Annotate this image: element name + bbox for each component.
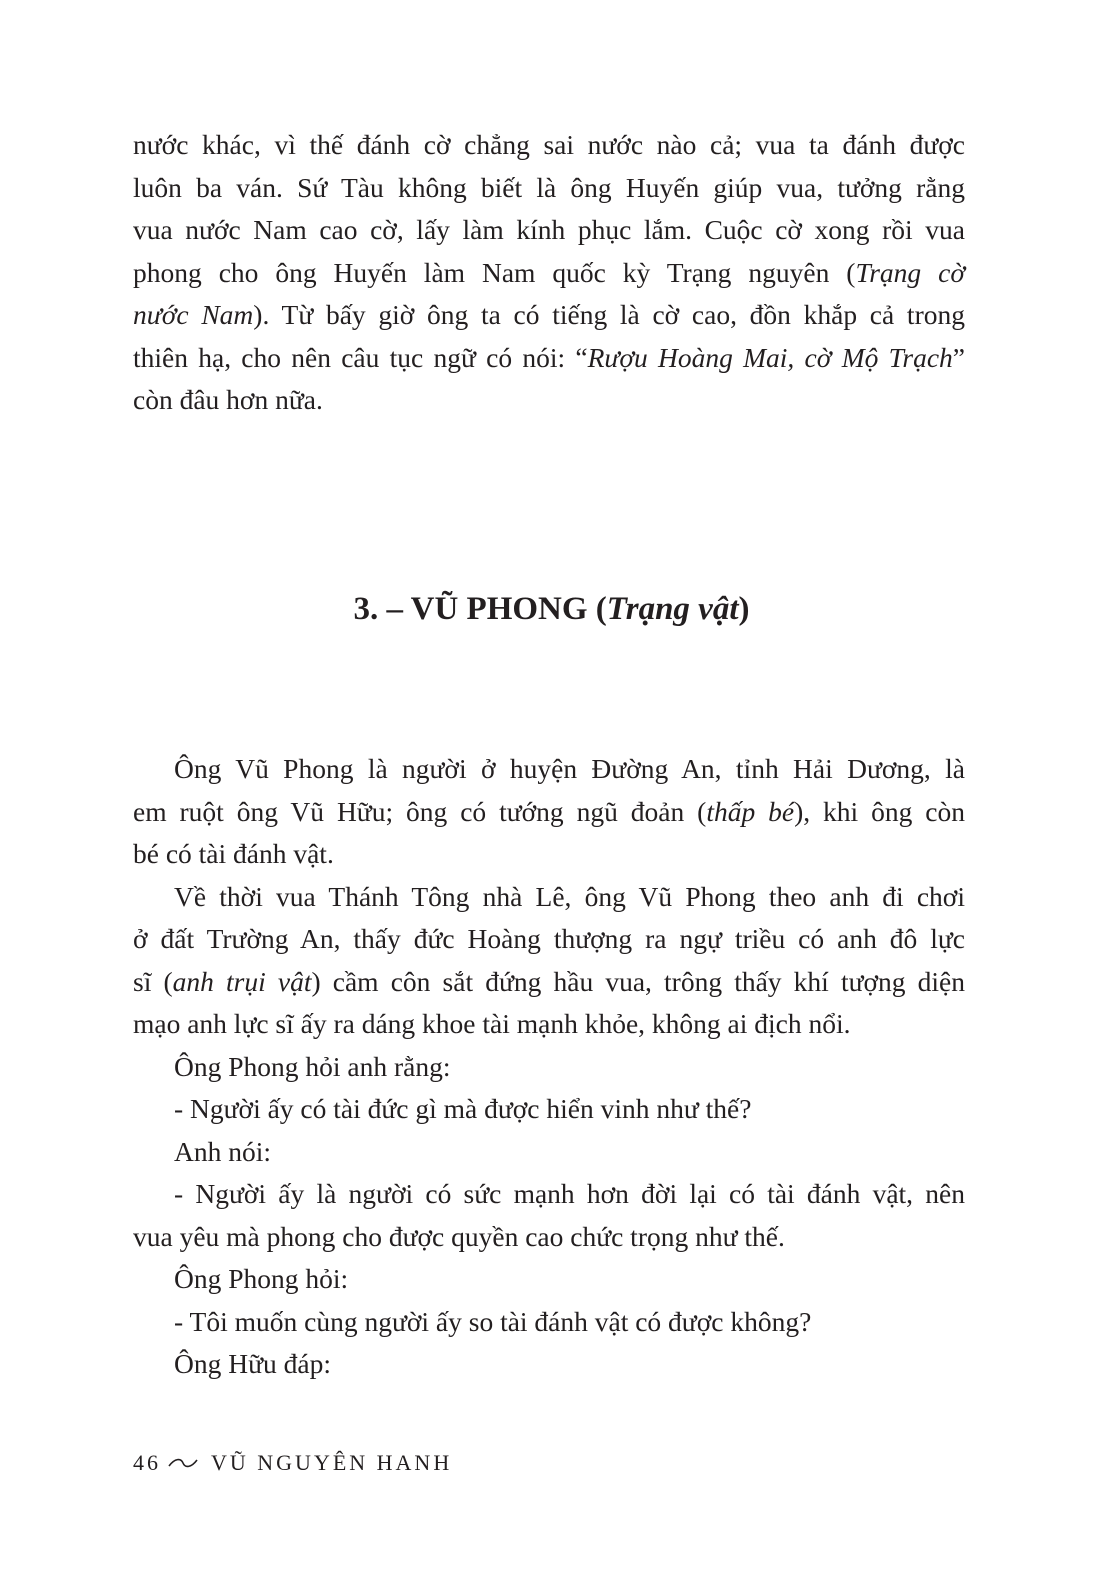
text-line: Ông Vũ Phong là người ở huyện Đường An, tỉnh Hải Dương, là bbox=[174, 753, 965, 784]
text-run: ). Từ bấy giờ ông ta có tiếng là cờ cao, đồn khắp cả trong bbox=[253, 299, 965, 330]
heading-text: 3. – VŨ PHONG ( bbox=[353, 591, 607, 627]
text-line bbox=[133, 961, 965, 1004]
text-run: ) cầm côn sắt đứng hầu vua, trông thấy khí tượng diện bbox=[311, 965, 966, 997]
text-line: nước khác, vì thế đánh cờ chẳng sai nước nào cả; vua ta đánh được bbox=[133, 129, 965, 160]
text-line: Về thời vua Thánh Tông nhà Lê, ông Vũ Phong theo anh đi chơi bbox=[174, 880, 965, 912]
text-line: Ông Phong hỏi anh rằng: bbox=[174, 1050, 451, 1082]
text-line: Ông Phong hỏi: bbox=[174, 1263, 349, 1294]
text-line: mạo anh lực sĩ ấy ra dáng khoe tài mạnh khỏe, không ai địch nổi. bbox=[133, 1008, 851, 1039]
text-line bbox=[133, 252, 965, 295]
italic-run: Trạng cờ bbox=[855, 256, 965, 288]
text-line: Anh nói: bbox=[174, 1135, 272, 1167]
italic-run: thấp bé bbox=[706, 795, 795, 827]
text-line bbox=[133, 337, 965, 380]
heading-italic: Trạng vật bbox=[606, 591, 739, 627]
text-line bbox=[133, 294, 965, 337]
text-line: còn đâu hơn nữa. bbox=[133, 384, 323, 415]
text-line: Ông Hữu đáp: bbox=[174, 1348, 331, 1379]
text-run: phong cho ông Huyến làm Nam quốc kỳ Trạng nguyên ( bbox=[133, 256, 856, 288]
text-run: sĩ ( bbox=[133, 965, 173, 997]
italic-run: anh trụi vật bbox=[172, 965, 312, 997]
author-name: VŨ NGUYÊN HANH bbox=[211, 1450, 453, 1475]
text-run: em ruột ông Vũ Hữu; ông có tướng ngũ đoản ( bbox=[133, 795, 707, 827]
italic-run: Rượu Hoàng Mai, cờ Mộ Trạch bbox=[587, 341, 953, 373]
text-run: ), khi ông còn bbox=[794, 795, 965, 827]
page-number: 46 bbox=[133, 1450, 161, 1475]
text-line bbox=[133, 791, 965, 834]
text-line: luôn ba ván. Sứ Tàu không biết là ông Huyến giúp vua, tưởng rằng bbox=[133, 171, 965, 203]
chapter-heading bbox=[0, 585, 1103, 633]
continued-paragraph bbox=[133, 124, 965, 422]
text-run: ” bbox=[952, 341, 965, 373]
text-line: vua nước Nam cao cờ, lấy làm kính phục lắm. Cuộc cờ xong rồi vua bbox=[133, 214, 965, 245]
tilde-ornament-icon bbox=[167, 1456, 199, 1470]
italic-run: nước Nam bbox=[133, 299, 254, 330]
story-body bbox=[133, 748, 965, 1386]
text-line: - Người ấy là người có sức mạnh hơn đời lại có tài đánh vật, nên bbox=[174, 1178, 965, 1209]
text-line: bé có tài đánh vật. bbox=[133, 838, 334, 869]
page-footer bbox=[133, 1448, 452, 1478]
text-line: vua yêu mà phong cho được quyền cao chức trọng như thế. bbox=[133, 1220, 785, 1252]
heading-close: ) bbox=[738, 591, 750, 627]
text-run: thiên hạ, cho nên câu tục ngữ có nói: “ bbox=[133, 341, 588, 373]
text-line: - Tôi muốn cùng người ấy so tài đánh vật có được không? bbox=[174, 1305, 812, 1337]
text-line: - Người ấy có tài đức gì mà được hiển vinh như thế? bbox=[174, 1093, 752, 1124]
text-line: ở đất Trường An, thấy đức Hoàng thượng ra ngự triều có anh đô lực bbox=[133, 923, 965, 954]
